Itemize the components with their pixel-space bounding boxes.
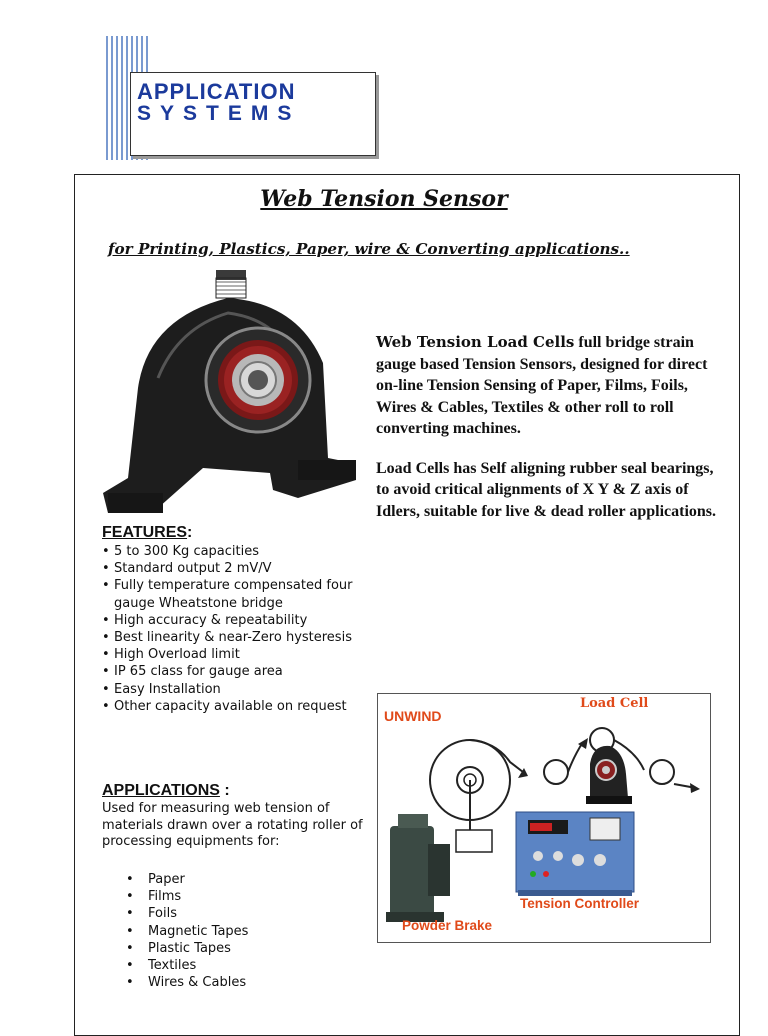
unwind-label: UNWIND bbox=[384, 708, 442, 724]
logo-line-1: APPLICATION bbox=[137, 79, 296, 104]
product-description bbox=[376, 332, 716, 540]
application-item: • Wires & Cables bbox=[124, 974, 248, 991]
features-heading-text: FEATURES bbox=[102, 524, 188, 541]
application-item: • Magnetic Tapes bbox=[124, 923, 248, 940]
description-p1-text: full bridge strain gauge based Tension Sensors, designed for direct on-line Tension Sensing of Paper, Films, Foils, Wires & Cables, Textiles & other roll to roll converting machines. bbox=[376, 334, 708, 437]
powder-brake-label: Powder Brake bbox=[402, 918, 493, 933]
application-item: • Foils bbox=[124, 905, 248, 922]
feature-item: • High accuracy & repeatability bbox=[102, 612, 367, 629]
description-lead: Web Tension Load Cells bbox=[376, 333, 575, 351]
features-list bbox=[102, 543, 367, 715]
feature-item: • Fully temperature compensated four gauge Wheatstone bridge bbox=[102, 577, 367, 611]
applications-list bbox=[124, 871, 248, 991]
description-paragraph-2: Load Cells has Self aligning rubber seal bearings, to avoid critical alignments of X Y & Z axis of Idlers, suitable for live & dead roller applications. bbox=[376, 459, 717, 520]
features-heading bbox=[102, 524, 192, 542]
feature-item: • Standard output 2 mV/V bbox=[102, 560, 367, 577]
feature-item: • Easy Installation bbox=[102, 681, 367, 698]
load-cell-photo bbox=[98, 268, 368, 520]
application-item: • Paper bbox=[124, 871, 248, 888]
applications-heading bbox=[102, 782, 230, 800]
feature-item: • Other capacity available on request bbox=[102, 698, 367, 715]
logo-box bbox=[130, 72, 376, 156]
feature-item: • Best linearity & near-Zero hysteresis bbox=[102, 629, 367, 646]
web-path-diagram bbox=[377, 693, 711, 943]
feature-item: • 5 to 300 Kg capacities bbox=[102, 543, 367, 560]
logo-line-2: SYSTEMS bbox=[137, 102, 301, 125]
company-logo bbox=[104, 36, 376, 164]
application-item: • Plastic Tapes bbox=[124, 940, 248, 957]
feature-item: • IP 65 class for gauge area bbox=[102, 663, 367, 680]
page-subtitle: for Printing, Plastics, Paper, wire & Converting applications.. bbox=[108, 240, 630, 258]
applications-heading-suffix: : bbox=[219, 782, 230, 799]
tension-controller-label: Tension Controller bbox=[520, 896, 640, 911]
page-title: Web Tension Sensor bbox=[260, 186, 508, 212]
features-heading-suffix: : bbox=[187, 524, 193, 541]
description-paragraph-1 bbox=[376, 332, 716, 440]
application-item: • Films bbox=[124, 888, 248, 905]
feature-item: • High Overload limit bbox=[102, 646, 367, 663]
load-cell-label: Load Cell bbox=[580, 696, 649, 711]
application-item: • Textiles bbox=[124, 957, 248, 974]
applications-text: Used for measuring web tension of materials drawn over a rotating roller of processing equipments for: bbox=[102, 801, 363, 850]
applications-heading-text: APPLICATIONS bbox=[102, 782, 220, 799]
